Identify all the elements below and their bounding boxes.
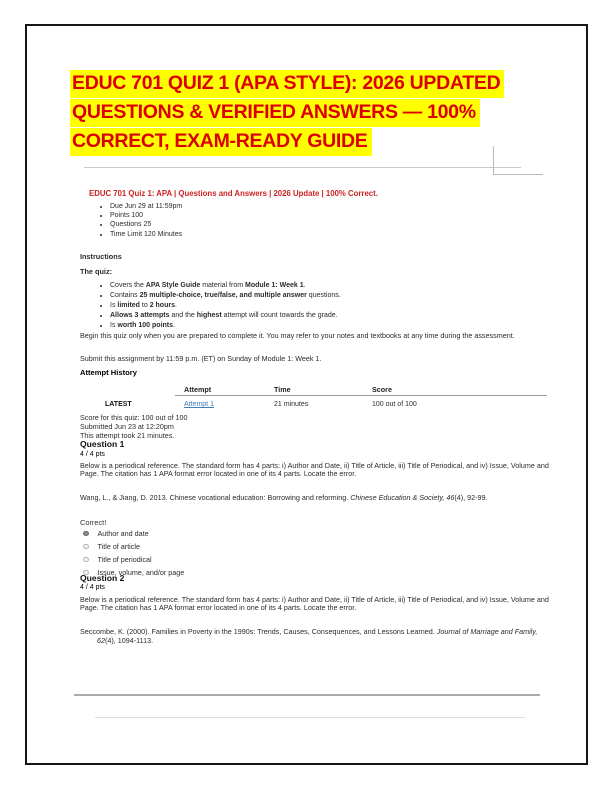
the-quiz-label: The quiz: [80,267,113,276]
question-2-citation: Seccombe, K. (2000). Families in Poverty in the 1990s: Trends, Causes, Consequences, and Lessons Learned. Journal of Marriage and Family, 62(4), 1094-1113. [80,627,538,645]
quiz-points-list [97,281,341,331]
answer-option-label: Title of article [97,542,140,551]
attempt-row-label: LATEST [105,401,132,408]
radio-button-icon[interactable] [83,544,89,550]
crop-mark-vertical [493,146,494,175]
question-1-points: 4 / 4 pts [80,451,105,458]
quiz-meta-questions: • Questions 25 [110,220,182,229]
answer-option-label: Author and date [97,529,149,538]
attempt-score-cell: 100 out of 100 [372,401,417,408]
column-header-time: Time [274,385,291,394]
quiz-heading: EDUC 701 Quiz 1: APA | Questions and Answers | 2026 Update | 100% Correct. [89,189,378,198]
attempt-summary [80,413,187,440]
radio-button-icon[interactable] [83,557,89,563]
quiz-point-5: • Is worth 100 points. [110,321,341,331]
answer-option-title-of-periodical[interactable] [83,553,184,566]
quiz-score-line: Score for this quiz: 100 out of 100 [80,413,188,422]
document-title [70,70,504,157]
document-title-line-1: EDUC 701 QUIZ 1 (APA STYLE): 2026 UPDATED [70,70,504,98]
submitted-line: Submitted Jun 23 at 12:20pm [80,422,174,431]
quiz-meta-due: • Due Jun 29 at 11:59pm [110,202,182,211]
quiz-meta-time-limit: • Time Limit 120 Minutes [110,230,182,239]
attempt-1-link[interactable]: Attempt 1 [184,401,214,408]
answer-option-author-and-date[interactable] [83,527,184,540]
question-2-prompt: Below is a periodical reference. The standard form has 4 parts: i) Author and Date, ii) Title of Article, iii) Title of Periodical, and iv) Issue, Volume and Page. The citation has 1 APA format error located in one of its 4 parts. Locate the error. [80,595,549,612]
radio-button-icon[interactable] [83,531,89,537]
correct-badge: Correct! [80,518,107,527]
title-divider-line [84,167,521,168]
question-1-prompt: Below is a periodical reference. The standard form has 4 parts: i) Author and Date, ii) Title of Article, iii) Title of Periodical, and iv) Issue, Volume and Page. The citation has 1 APA format error located in one of its 4 parts. Locate the error. [80,461,549,478]
quiz-meta-list [97,202,182,239]
answer-option-label: Title of periodical [97,555,152,564]
answer-option-title-of-article[interactable] [83,540,184,553]
quiz-point-3: • Is limited to 2 hours. [110,301,341,311]
table-header-divider [175,395,547,396]
quiz-meta-points: • Points 100 [110,211,182,220]
crop-mark-horizontal [493,174,543,175]
submit-note: Submit this assignment by 11:59 p.m. (ET) on Sunday of Module 1: Week 1. [80,354,322,363]
begin-note: Begin this quiz only when you are prepared to complete it. You may refer to your notes and textbooks at any time during the assessment. [80,331,515,340]
quiz-point-1: • Covers the APA Style Guide material from Module 1: Week 1. [110,281,341,291]
column-header-attempt: Attempt [184,385,212,394]
question-1-citation: Wang, L., & Jiang, D. 2013. Chinese vocational education: Borrowing and reforming. Chinese Education & Society, 46(4), 92-99. [80,493,488,502]
attempt-time-cell: 21 minutes [274,401,309,408]
quiz-point-2: • Contains 25 multiple-choice, true/false, and multiple answer questions. [110,291,341,301]
question-2-heading: Question 2 [80,573,125,583]
quiz-point-4: • Allows 3 attempts and the highest attempt will count towards the grade. [110,311,341,321]
footer-divider-line-light [95,717,525,718]
attempt-duration-line: This attempt took 21 minutes. [80,431,175,440]
answer-option-label: Issue, volume, and/or page [97,568,185,577]
attempt-history-heading: Attempt History [80,368,137,377]
question-2-points: 4 / 4 pts [80,584,105,591]
footer-divider-line [74,694,540,696]
instructions-heading: Instructions [80,252,122,261]
column-header-score: Score [372,385,392,394]
question-1-heading: Question 1 [80,439,125,449]
document-title-line-2: QUESTIONS & VERIFIED ANSWERS — 100% [70,99,480,127]
document-title-line-3: CORRECT, EXAM-READY GUIDE [70,128,372,156]
document-page [25,24,588,765]
question-1-options [83,527,184,579]
